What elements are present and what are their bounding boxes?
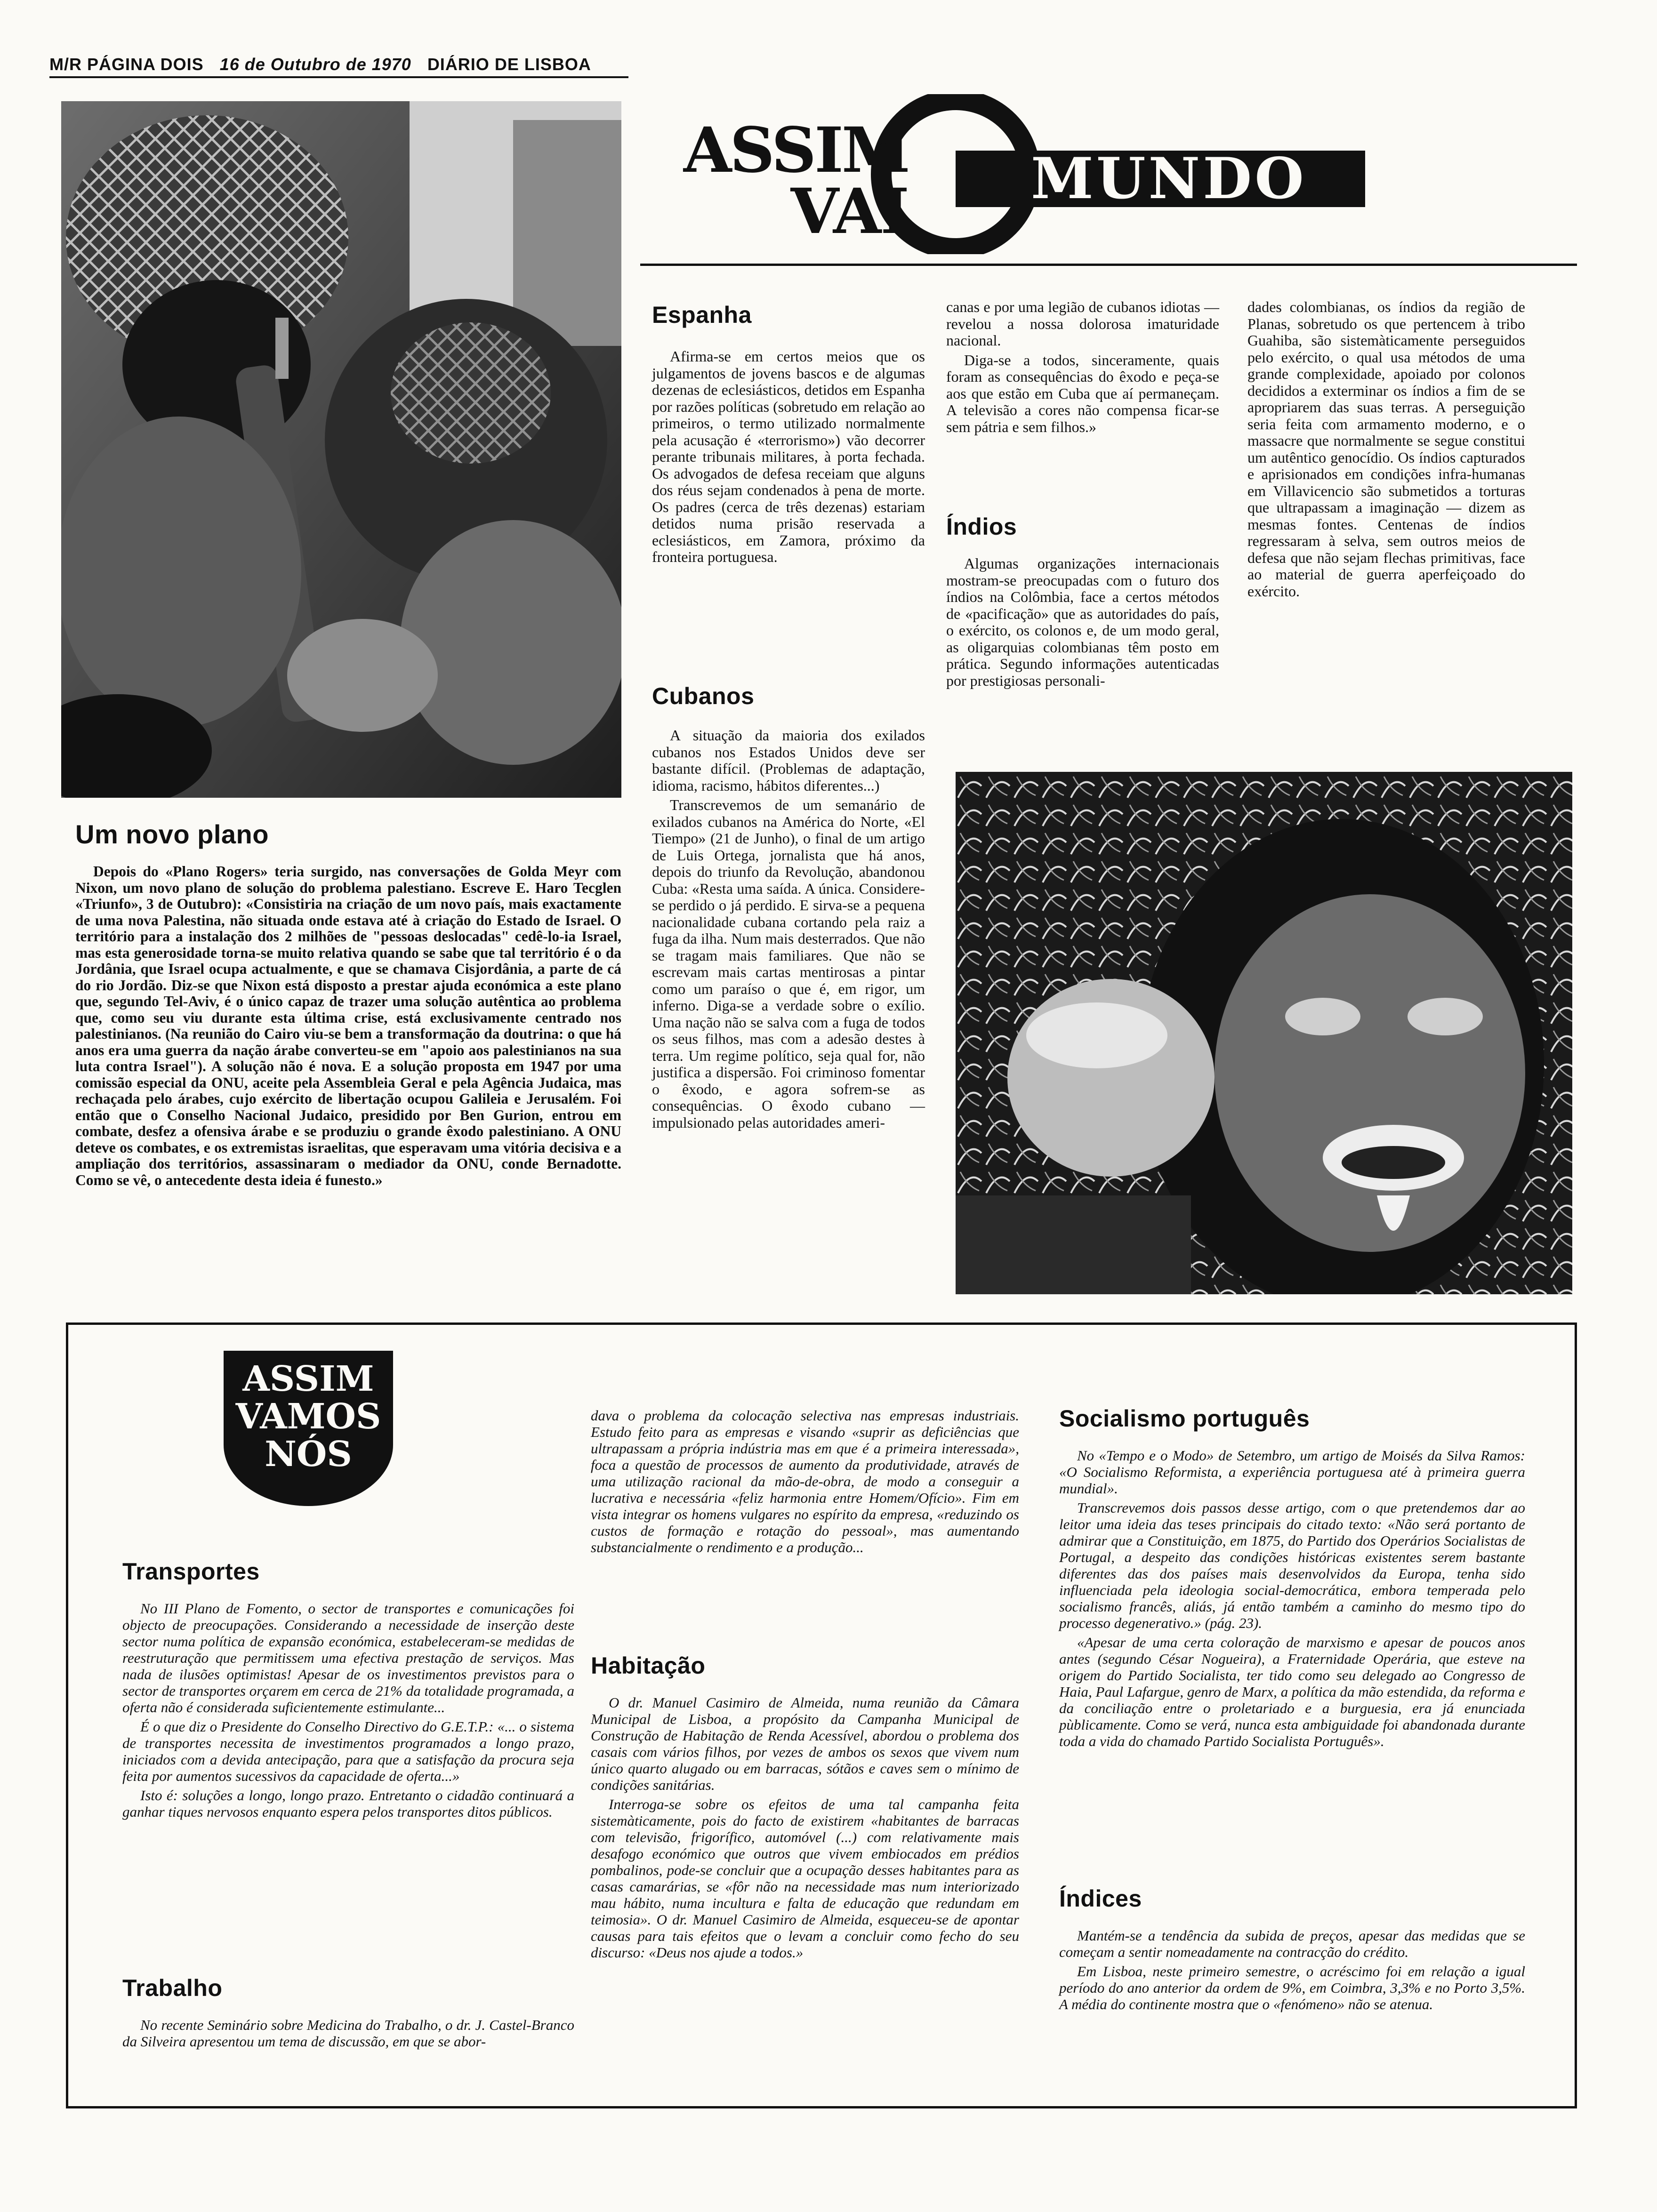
um-novo-plano-body <box>75 864 621 1191</box>
cubanos-text-1: A situação da maioria dos exilados cubanos nos Estados Unidos deve ser bastante difícil. (Problemas de adaptação, idioma, racismo, hábitos diferentes...) <box>652 727 925 794</box>
logo-us-vamos: VAMOS <box>235 1396 381 1437</box>
indigenous-man-photo <box>956 772 1572 1294</box>
masthead-rule <box>49 76 628 78</box>
indios-continuation: dades colombianas, os índios da região de Planas, sobretudo os que pertencem à tribo Guahiba, são sistemàticamente perseguidos pelo exército, o qual usa métodos de uma grande complexidade, apoiado por colonos decididos a exterminar os índios a fim de se apropriarem das suas terras. A perseguição seria feita com armamento moderno, e o massacre que normalmente se segue constitui um autêntico genocídio. Os índios capturados e aprisionados em condições infra-humanas em Villavicencio são submetidos a torturas que ultrapassam a imaginação — dizem as mesmas fontes. Centenas de índios regressaram à selva, sem outros meios de defesa que não sejam flechas primitivas, face ao material de guerra aperfeiçoado do exército. <box>1247 298 1525 600</box>
indices-heading: Índices <box>1059 1885 1142 1912</box>
espanha-text: Afirma-se em certos meios que os julgamentos de jovens bascos e de algumas dezenas de eclesiásticos, detidos em Espanha por razões políticas (sobretudo em relação ao primeiros, o termo utilizado normalmente pela acusação é «terrorismo») vão decorrer perante tribunais militares, à porta fechada. Os advogados de defesa receiam que alguns dos réus sejam condenados à pena de morte. Os padres (cerca de três dezenas) estariam detidos numa prisão reservada a eclesiásticos, em Zamora, próximo da fronteira portuguesa. <box>652 348 925 565</box>
logo-rule <box>640 264 1577 266</box>
logo-us-nos: NÓS <box>265 1434 352 1475</box>
cubanos-body <box>652 727 925 1134</box>
assim-vai-o-mundo-logo <box>673 94 1393 254</box>
espanha-body <box>652 348 925 569</box>
indios-continued <box>1247 299 1525 602</box>
assim-vamos-nos-logo <box>224 1351 393 1506</box>
socialismo-text-2: Transcrevemos dois passos desse artigo, com o que pretendemos dar ao leitor uma ideia das teses principais do citado texto: «Não será portanto de admirar que a Constituição, em 1875, do Partido dos Operários Socialistas de Portugal, a despeito das condições históricas existentes serem bastante diferentes das dos países mais desenvolvidos da Europa, tenha sido influenciada pela ideologia social-democrática, embora temperada pelo socialismo francês, aliás, já então também a caminho do mesmo tipo do processo degenerativo.» (pág. 23). <box>1059 1499 1525 1631</box>
indios-body <box>946 555 1219 692</box>
cubanos-text-3: Diga-se a todos, sinceramente, quais foram as consequências do êxodo e peça-se aos que estão em Cuba que aí permaneçam. A televisão a cores não compensa ficar-se sem pátria e sem filhos.» <box>946 351 1219 435</box>
trabalho-heading: Trabalho <box>122 1975 223 2001</box>
transportes-text-1: No III Plano de Fomento, o sector de transportes e comunicações foi objecto de preocupações. Considerando a necessidade de inserção deste sector numa política de expansão económica, estabeleceram-se medidas de reestruturação que permitissem uma efectiva prestação de serviços. Mas nada de ilusões optimistas! Apesar de os investimentos previstos para o sector de transportes orçarem em cerca de 21% da totalidade programada, a oferta não é considerada suficientemente estimulante... <box>122 1600 574 1715</box>
socialismo-text-1: No «Tempo e o Modo» de Setembro, um artigo de Moisés da Silva Ramos: «O Socialismo Reformista, a experiência portuguesa até à primeira guerra mundial». <box>1059 1447 1525 1497</box>
socialismo-heading: Socialismo português <box>1059 1405 1310 1432</box>
espanha-heading: Espanha <box>652 302 752 328</box>
indios-text: Algumas organizações internacionais mostram-se preocupadas com o futuro dos índios na Colômbia, face a certos métodos de «pacificação» que as autoridades do país, o exército, os colonos e, de um modo geral, as oligarquias colombianas têm posto em prática. Segundo informações autenticadas por prestigiosas personali- <box>946 555 1219 689</box>
cubanos-heading: Cubanos <box>652 683 755 709</box>
logo-us-assim: ASSIM <box>242 1359 374 1399</box>
guerrilla-photo-image <box>61 101 621 798</box>
cubanos-text-2: Transcrevemos de um semanário de exilados cubanos na América do Norte, «El Tiempo» (21 de Junho), o final de um artigo de Luis Ortega, jornalista que há anos, depois do triunfo da Revolução, abandonou Cuba: «Resta uma saída. A única. Considere-se perdido o já perdido. E sirva-se a pequena nacionalidade cubana cortando pela raiz a fuga da ilha. Num mais desterrados. Que não se tragam mais familiares. Que não se escrevam mais cartas mentirosas a pintar como um paraíso o que é, em rigor, um inferno. Diga-se a verdade sobre o exílio. Uma nação não se salva com a fuga de todos os seus filhos, mas com a adesão destes à terra. Um regime político, seja qual for, não justifica a dispersão. Foi criminoso fomentar o êxodo, e agora sofrem-se as consequências. O êxodo cubano — impulsionado pelas autoridades ameri- <box>652 796 925 1131</box>
cubanos-continued <box>946 299 1219 438</box>
transportes-text-2: É o que diz o Presidente do Conselho Directivo do G.E.T.P.: «... o sistema de transportes necessita de investimentos programados a longo prazo, iniciados com a devida antecipação, para que a satisfação da procura seja feita por aumentos sucessivos da capacidade de oferta...» <box>122 1718 574 1784</box>
indices-text-1: Mantém-se a tendência da subida de preços, apesar das medidas que se começam a sentir nomeadamente na contracção do crédito. <box>1059 1927 1525 1960</box>
cubanos-continuation: canas e por uma legião de cubanos idiotas — revelou a nossa dolorosa imaturidade nacional. <box>946 298 1219 349</box>
um-novo-plano-heading: Um novo plano <box>75 819 269 849</box>
masthead <box>49 53 628 76</box>
logo-assim: ASSIM <box>683 114 909 187</box>
habitacao-heading: Habitação <box>591 1652 706 1679</box>
trabalho-continued <box>591 1407 1019 1558</box>
um-novo-plano-text: Depois do «Plano Rogers» teria surgido, nas conversações de Golda Meyr com Nixon, um novo plano de solução do problema palestiano. Escreve E. Haro Tecglen «Triunfo», 3 de Outubro): «Consistiria na criação de um novo país, mais exactamente de uma nova Palestina, não situada onde estava até à criação do Estado de Israel. O território para a instalação dos 2 milhões de "pessoas deslocadas" cedê-lo-ia Israel, mas esta generosidade torna-se muito relativa quando se sabe que tal território é o da Jordânia, que Israel ocupa actualmente, e que se chamava Cisjordânia, a parte de cá do rio Jordão. Diz-se que Nixon está disposto a prestar ajuda económica a este plano que, segundo Tel-Aviv, é o único capaz de trazer uma solução autêntica ao problema que, como seu viu durante esta última crise, está exclusivamente centrado nos palestinianos. (Na reunião do Cairo viu-se bem a transformação da doutrina: o que há anos era uma guerra da nação árabe converteu-se em "apoio aos palestinianos na sua luta contra Israel"). A solução não é nova. E a solução proposta em 1947 por uma comissão especial da ONU, aceite pela Assembleia Geral e pela Agência Judaica, mas rechaçada pelo árabes, cujo exército de libertação ocupou Galileia e Jerusalém. Foi então que o Conselho Nacional Judaico, presidido por Ben Gurion, entrou em combate, desfez a ofensiva árabe e se produziu o grande êxodo palestiniano. A ONU deteve os combates, e os extremistas israelitas, que esperavam uma vitória decisiva e a ampliação dos territórios, assassinaram o mediador da ONU, conde Bernadotte. Como se vê, o antecedente desta ideia é funesto.» <box>75 863 621 1188</box>
trabalho-body <box>122 2017 574 2052</box>
habitacao-text-2: Interroga-se sobre os efeitos de uma tal campanha feita sistemàticamente, pois do facto de existirem «habitantes de barracas com televisão, frigorífico, automóvel (...) com relativamente mais desafogo económico que outros que vivem embiocados em prédios pombalinos, pode-se concluir que a ocupação desses habitantes para as casas camarárias, se «fôr não na necessidade mas num interiorizado mau hábito, numa incultura e falta de educação que redundam em teimosia». O dr. Manuel Casimiro de Almeida, esqueceu-se de apontar causas para tais efeitos que o levam a concluir como fecho do seu discurso: «Deus nos ajude a todos.» <box>591 1796 1019 1961</box>
indices-body <box>1059 1927 1525 2015</box>
transportes-body <box>122 1600 574 1823</box>
transportes-heading: Transportes <box>122 1558 260 1585</box>
trabalho-continuation: dava o problema da colocação selectiva nas empresas industriais. Estudo feito para as empresas e visando «suprir as deficiências que ultrapassam a própria indústria mas em que é a primeira interessada», foca a questão de processos de aumento da produtividade, através de uma utilização racional da mão-de-obra, de modo a conseguir a lucrativa e necessária «feliz harmonia entre Homem/Ofício». Fim em vista integrar os homens vulgares no espírito da empresa, «reduzindo os custos de formação e rotação do pessoal», mas aumentando substancialmente o rendimento e a produção... <box>591 1407 1019 1555</box>
habitacao-text-1: O dr. Manuel Casimiro de Almeida, numa reunião da Câmara Municipal de Lisboa, a propósito da Campanha Municipal de Construção de Habitação de Renda Acessível, abordou o problema dos casais com vários filhos, por vezes de ambos os sexos que vivem num único quarto alugado ou em barracas, sótãos e caves sem o mínimo de condições sanitárias. <box>591 1694 1019 1793</box>
indios-heading: Índios <box>946 513 1017 540</box>
page-number: M/R PÁGINA DOIS <box>49 55 204 74</box>
socialismo-body <box>1059 1447 1525 1752</box>
socialismo-text-3: «Apesar de uma certa coloração de marxismo e apesar de poucos anos antes (segundo César Nogueira), a Fraternidade Operária, que esteve na origem do Partido Socialista, ter tido como seu delegado ao Congresso de Haia, Paul Lafargue, genro de Marx, a política da mão estendida, da reforma e da conciliação entre o proletariado e a burguesia, era já enunciada pùblicamente. Como se verá, nunca esta ambiguidade foi abandonada durante toda a vida do chamado Partido Socialista Português». <box>1059 1634 1525 1749</box>
guerrilla-photo <box>61 101 621 798</box>
indigenous-man-image <box>956 772 1572 1294</box>
indices-text-2: Em Lisboa, neste primeiro semestre, o acréscimo foi em relação a igual período do ano anterior da ordem de 9%, em Coimbra, 3,3% e no Porto 3,5%. A média do continente mostra que o «fenómeno» não se atenua. <box>1059 1963 1525 2012</box>
habitacao-body <box>591 1694 1019 1964</box>
transportes-text-3: Isto é: soluções a longo, longo prazo. Entretanto o cidadão continuará a ganhar tiques nervosos enquanto espera pelos transportes ditos públicos. <box>122 1787 574 1820</box>
trabalho-text: No recente Seminário sobre Medicina do Trabalho, o dr. J. Castel-Branco da Silveira apresentou um tema de discussão, em que se abor- <box>122 2017 574 2050</box>
issue-date: 16 de Outubro de 1970 <box>219 55 411 74</box>
logo-vai: VAI <box>790 175 909 248</box>
logo-mundo: MUNDO <box>1031 145 1307 212</box>
newspaper-name: DIÁRIO DE LISBOA <box>427 55 591 74</box>
